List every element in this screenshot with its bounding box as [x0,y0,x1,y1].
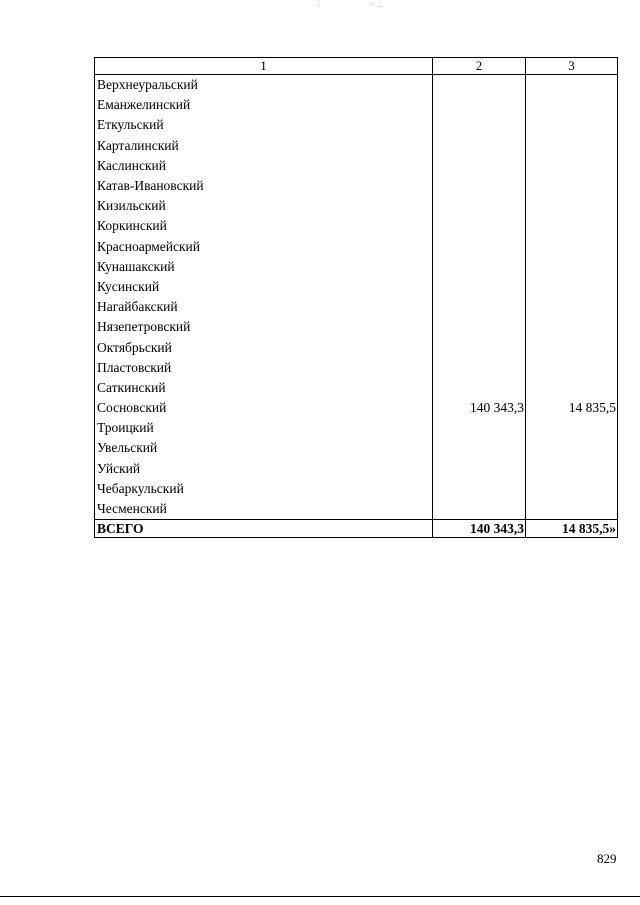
district-name-cell: Сосновский [95,398,433,418]
value-cell-col2 [433,459,526,479]
district-name-cell: Катав-Ивановский [95,176,433,196]
table-row [95,176,618,196]
value-cell-col2 [433,257,526,277]
value-cell-col3 [526,479,618,499]
value-cell-col3 [526,156,618,176]
value-cell-col2 [433,156,526,176]
value-cell-col3 [526,317,618,337]
district-name-cell: Каслинский [95,156,433,176]
value-cell-col2 [433,438,526,458]
value-cell-col3 [526,277,618,297]
value-cell-col3 [526,176,618,196]
table-row [95,337,618,357]
value-cell-col3 [526,237,618,257]
district-name-cell: Нагайбакский [95,297,433,317]
value-cell-col3 [526,136,618,156]
value-cell-col3 [526,378,618,398]
table-row [95,75,618,96]
table-row [95,216,618,236]
value-cell-col3 [526,438,618,458]
bottom-rule [0,896,640,897]
value-cell-col2 [433,136,526,156]
value-cell-col3 [526,499,618,520]
value-cell-col2 [433,75,526,96]
district-name-cell: Еткульский [95,115,433,135]
value-cell-col2 [433,95,526,115]
value-cell-col3 [526,95,618,115]
table-row [95,418,618,438]
data-table [94,57,618,538]
value-cell-col2 [433,277,526,297]
total-value-2: 140 343,3 [433,520,526,538]
value-cell-col3 [526,358,618,378]
table-row [95,459,618,479]
table-row [95,115,618,135]
page-number: 829 [597,851,617,866]
value-cell-col2 [433,418,526,438]
value-cell-col3 [526,257,618,277]
table-row [95,438,618,458]
value-cell-col3 [526,459,618,479]
table-row [95,358,618,378]
district-name-cell: Карталинский [95,136,433,156]
value-cell-col2 [433,115,526,135]
table-row [95,277,618,297]
value-cell-col2 [433,358,526,378]
district-name-cell: Троицкий [95,418,433,438]
total-label: ВСЕГО [95,520,433,538]
table-row [95,196,618,216]
table-row [95,156,618,176]
district-name-cell: Саткинский [95,378,433,398]
district-name-cell: Октябрьский [95,337,433,357]
district-name-cell: Верхнеуральский [95,75,433,96]
district-name-cell: Чесменский [95,499,433,520]
column-header-1: 1 [95,58,433,75]
value-cell-col2 [433,337,526,357]
district-name-cell: Кунашакский [95,257,433,277]
value-cell-col2 [433,499,526,520]
header-row [95,58,618,75]
table-row [95,237,618,257]
table-row [95,257,618,277]
value-cell-col2 [433,216,526,236]
value-cell-col2 [433,237,526,257]
table-row [95,378,618,398]
value-cell-col3 [526,216,618,236]
value-cell-col2: 140 343,3 [433,398,526,418]
district-name-cell: Нязепетровский [95,317,433,337]
table-row [95,95,618,115]
table-row [95,479,618,499]
district-name-cell: Еманжелинский [95,95,433,115]
value-cell-col3: 14 835,5 [526,398,618,418]
column-header-2: 2 [433,58,526,75]
district-name-cell: Увельский [95,438,433,458]
value-cell-col3 [526,337,618,357]
value-cell-col3 [526,75,618,96]
district-name-cell: Уйский [95,459,433,479]
scan-specks [310,0,400,12]
value-cell-col2 [433,479,526,499]
value-cell-col2 [433,378,526,398]
value-cell-col2 [433,297,526,317]
total-value-3: 14 835,5» [526,520,618,538]
table-row [95,317,618,337]
value-cell-col2 [433,317,526,337]
column-header-3: 3 [526,58,618,75]
district-name-cell: Кизильский [95,196,433,216]
district-name-cell: Пластовский [95,358,433,378]
district-name-cell: Коркинский [95,216,433,236]
table-row [95,398,618,418]
table-body [95,75,618,520]
value-cell-col3 [526,418,618,438]
value-cell-col3 [526,297,618,317]
district-name-cell: Кусинский [95,277,433,297]
value-cell-col3 [526,196,618,216]
total-row [95,520,618,538]
table-row [95,499,618,520]
table-row [95,136,618,156]
district-name-cell: Красноармейский [95,237,433,257]
value-cell-col3 [526,115,618,135]
table-row [95,297,618,317]
value-cell-col2 [433,196,526,216]
value-cell-col2 [433,176,526,196]
district-name-cell: Чебаркульский [95,479,433,499]
